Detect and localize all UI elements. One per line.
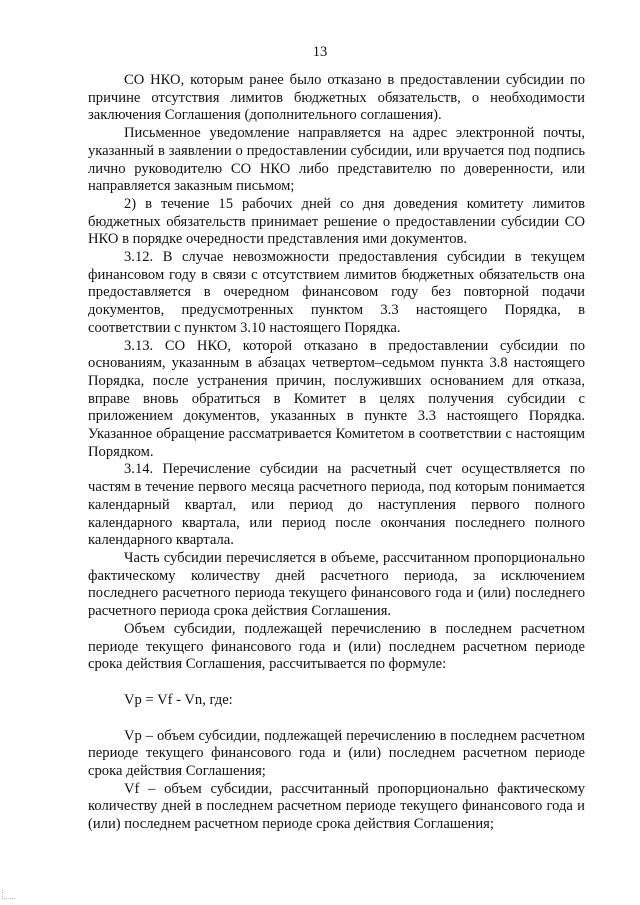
- page-number: 13: [312, 44, 328, 60]
- document-body: [88, 72, 585, 834]
- paragraph-3-14: 3.14. Перечисление субсидии на расчетный счет осуществляется по частям в течение первого месяца расчетного периода, под которым понимается календарный квартал, или период до наступления первого полного календарного квартала, или период после окончания последнего полного календарного квартала.: [88, 461, 585, 549]
- paragraph-3-13: 3.13. СО НКО, которой отказано в предоставлении субсидии по основаниям, указанным в абзацах четвертом–седьмом пункта 3.8 настоящего Порядка, после устранения причин, послуживших основанием для отказа, вправе вновь обратиться в Комитет в целях получения субсидии с приложением документов, указанных в пункте 3.3 настоящего Порядка. Указанное обращение рассматривается Комитетом в соответствии с настоящим Порядком.: [88, 337, 585, 460]
- paragraph-notification-recipients: СО НКО, которым ранее было отказано в предоставлении субсидии по причине отсутствия лимитов бюджетных обязательств, о необходимости заключения Соглашения (дополнительного соглашения).: [88, 72, 585, 124]
- paragraph-subsidy-volume: Объем субсидии, подлежащей перечислению в последнем расчетном периоде текущего финансового года и (или) последнем расчетном периоде срока действия Соглашения, рассчитывается по формуле:: [88, 620, 585, 673]
- paragraph-written-notice: Письменное уведомление направляется на адрес электронной почты, указанный в заявлении о предоставлении субсидии, или вручается под подпись лично руководителю СО НКО либо представителю по доверенности, или направляется заказным письмом;: [88, 125, 585, 195]
- definition-vp: Vp – объем субсидии, подлежащей перечислению в последнем расчетном периоде текущего финансового года и (или) последнем расчетном периоде срока действия Соглашения;: [88, 727, 585, 780]
- paragraph-3-12: 3.12. В случае невозможности предоставления субсидии в текущем финансовом году в связи с отсутствием лимитов бюджетных обязательств она предоставляется в очередном финансовом году без повторной подачи документов, предусмотренных пунктом 3.3 настоящего Порядка, в соответствии с пунктом 3.10 настоящего Порядка.: [88, 249, 585, 336]
- paragraph-subsidy-part: Часть субсидии перечисляется в объеме, рассчитанном пропорционально фактическому количеству дней расчетного периода, за исключением последнего расчетного периода текущего финансового года и (или) последнего расчетного периода срока действия Соглашения.: [88, 549, 585, 620]
- paragraph-decision-deadline: 2) в течение 15 рабочих дней со дня доведения комитету лимитов бюджетных обязательств принимает решение о предоставлении субсидии СО НКО в порядке очередности представления ими документов.: [88, 195, 585, 248]
- definition-vf: Vf – объем субсидии, рассчитанный пропорционально фактическому количеству дней в последнем расчетном периоде текущего финансового года и (или) последнем расчетном периоде срока действия Соглашения;: [88, 780, 585, 833]
- formula: Vp = Vf - Vn, где:: [124, 691, 233, 708]
- scan-corner-mark: [2, 890, 15, 899]
